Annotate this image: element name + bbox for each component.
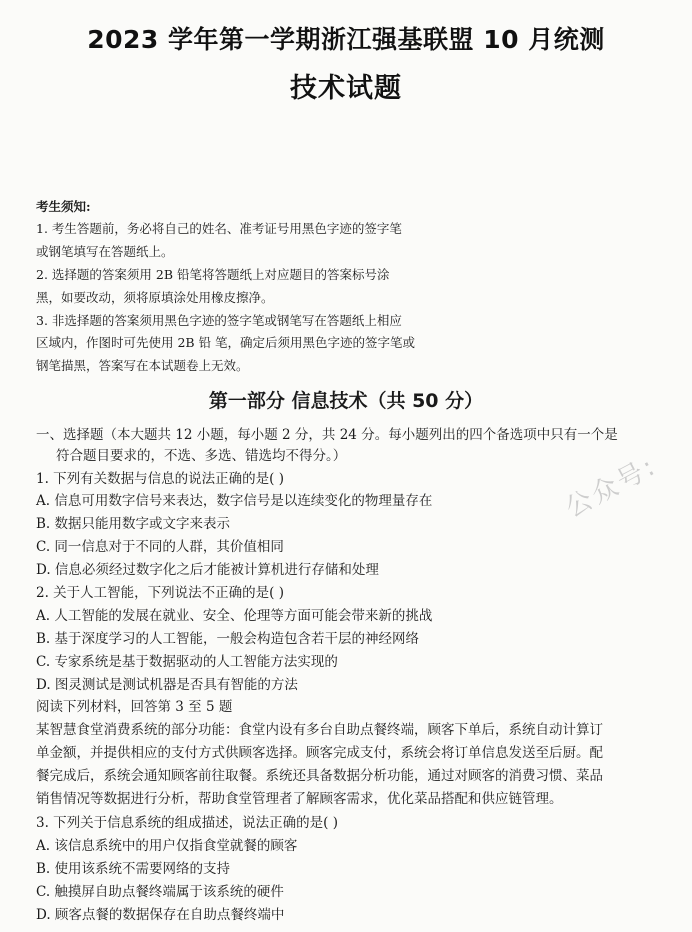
question-3-option-c: C. 触摸屏自助点餐终端属于该系统的硬件 bbox=[36, 884, 284, 900]
material-line: 销售情况等数据进行分析，帮助食堂管理者了解顾客需求，优化菜品搭配和供应链管理。 bbox=[36, 791, 563, 807]
instructions-line2: 符合题目要求的，不选、多选、错选均不得分。） bbox=[56, 448, 347, 464]
question-2-option-d: D. 图灵测试是测试机器是否具有智能的方法 bbox=[36, 677, 298, 693]
notice-line: 黑，如要改动，须将原填涂处用橡皮擦净。 bbox=[36, 290, 274, 305]
question-1-option-c: C. 同一信息对于不同的人群，其价值相同 bbox=[36, 539, 284, 555]
exam-title-line2: 技术试题 bbox=[290, 73, 402, 104]
material-line: 某智慧食堂消费系统的部分功能：食堂内设有多台自助点餐终端，顾客下单后，系统自动计算订 bbox=[36, 722, 603, 738]
question-3-option-d: D. 顾客点餐的数据保存在自助点餐终端中 bbox=[36, 907, 285, 923]
question-3-option-a: A. 该信息系统中的用户仅指食堂就餐的顾客 bbox=[36, 838, 298, 854]
notice-line: 1. 考生答题前，务必将自己的姓名、准考证号用黑色字迹的签字笔 bbox=[36, 221, 402, 236]
notice-line: 钢笔描黑，答案写在本试题卷上无效。 bbox=[36, 358, 249, 373]
notice-line: 3. 非选择题的答案须用黑色字迹的签字笔或钢笔写在答题纸上相应 bbox=[36, 313, 402, 328]
question-2-option-a: A. 人工智能的发展在就业、安全、伦理等方面可能会带来新的挑战 bbox=[36, 608, 433, 624]
material-line: 单金额，并提供相应的支付方式供顾客选择。顾客完成支付，系统会将订单信息发送至后厨。配 bbox=[36, 745, 603, 761]
section-title: 第一部分 信息技术（共 50 分） bbox=[208, 390, 484, 412]
question-3-stem: 3. 下列关于信息系统的组成描述，说法正确的是( ) bbox=[36, 815, 338, 831]
notice-heading: 考生须知: bbox=[36, 199, 91, 214]
question-2-option-b: B. 基于深度学习的人工智能，一般会构造包含若干层的神经网络 bbox=[36, 631, 420, 647]
material-line: 餐完成后，系统会通知顾客前往取餐。系统还具备数据分析功能，通过对顾客的消费习惯、菜品 bbox=[36, 768, 603, 784]
question-2-option-c: C. 专家系统是基于数据驱动的人工智能方法实现的 bbox=[36, 654, 338, 670]
question-1-stem: 1. 下列有关数据与信息的说法正确的是( ) bbox=[36, 471, 284, 487]
instructions-line1: 一、选择题（本大题共 12 小题，每小题 2 分，共 24 分。每小题列出的四个备选项中只有一个是 bbox=[36, 427, 618, 443]
notice-line: 区域内，作图时可先使用 2B 铅 笔，确定后须用黑色字迹的签字笔或 bbox=[36, 335, 416, 350]
question-3-option-b: B. 使用该系统不需要网络的支持 bbox=[36, 861, 231, 877]
exam-title-line1: 2023 学年第一学期浙江强基联盟 10 月统测 bbox=[87, 25, 605, 54]
notice-line: 2. 选择题的答案须用 2B 铅笔将答题纸上对应题目的答案标号涂 bbox=[36, 267, 390, 282]
question-1-option-b: B. 数据只能用数字或文字来表示 bbox=[36, 516, 231, 532]
material-lead: 阅读下列材料，回答第 3 至 5 题 bbox=[36, 699, 233, 715]
question-1-option-a: A. 信息可用数字信号来表达，数字信号是以连续变化的物理量存在 bbox=[36, 493, 433, 509]
watermark: 公众号: bbox=[560, 450, 663, 524]
notice-line: 或钢笔填写在答题纸上。 bbox=[36, 244, 174, 259]
question-2-stem: 2. 关于人工智能，下列说法不正确的是( ) bbox=[36, 585, 284, 601]
question-1-option-d: D. 信息必须经过数字化之后才能被计算机进行存储和处理 bbox=[36, 562, 379, 578]
